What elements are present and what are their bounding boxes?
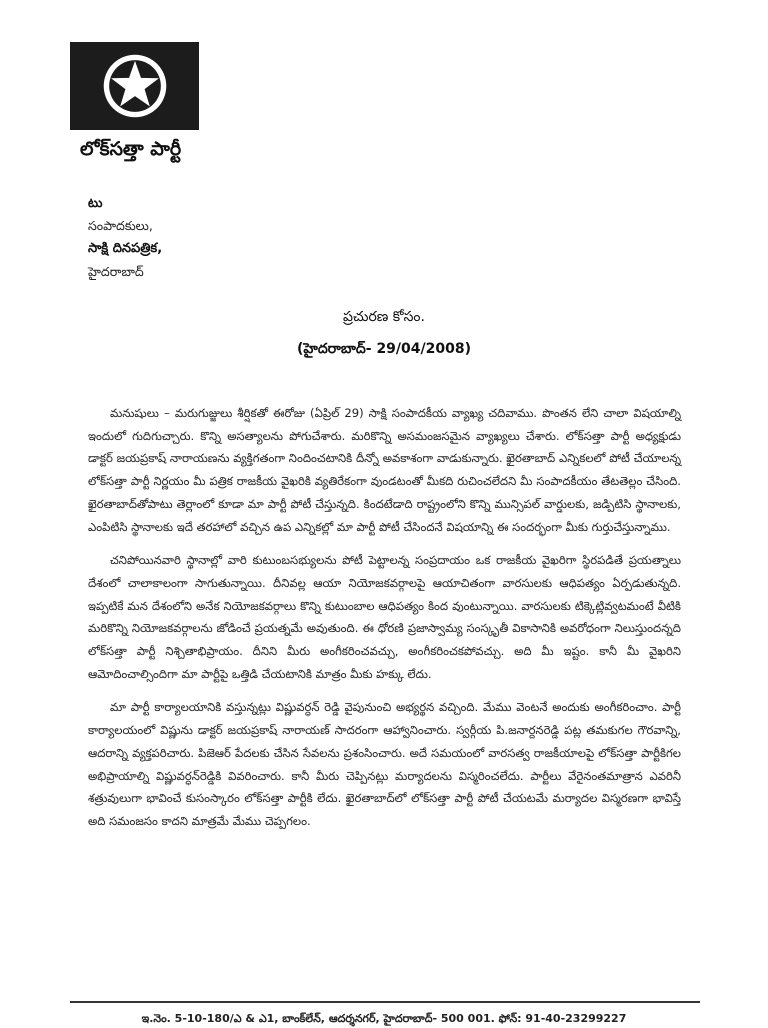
party-logo <box>70 42 199 130</box>
paragraph: మా పార్టీ కార్యాలయానికి వస్తున్నట్లు విష్ణువర్ధన్ రెడ్డి వైపునుంచి అభ్యర్థన వచ్చింది. మేము వెంటనే అందుకు అంగీకరించాం. పార్టీ కార్యాలయంలో విష్ణును డాక్టర్ జయప్రకాష్ నారాయణ్ సాదరంగా ఆహ్వానించారు. స్వర్గీయ పి.జనార్దనరెడ్డి పట్ల తమకుగల గౌరవాన్ని, ఆదరాన్ని వ్యక్తపరిచారు. పిజెఆర్ పేదలకు చేసిన సేవలను ప్రశంసించారు. అదే సమయంలో వారసత్వ రాజకీయాలపై లోక్‌సత్తా పార్టీకిగల అభిప్రాయాల్ని విష్ణువర్ధన్‌రెడ్డికి వివరించారు. కానీ మీరు చెప్పినట్లు మర్యాదలను విస్మరించలేదు. పార్టీలు వేరైనంతమాత్రాన ఎవరినీ శత్రువులుగా భావించే కుసంస్కారం లోక్‌సత్తా పార్టీకి లేదు. ఖైరతాబాద్‌లో లోక్‌సత్తా పార్టీ పోటీ చేయటమే మర్యాదల విస్మరణగా భావిస్తే అది సమంజసం కాదని మాత్రమే మేము చెప్పగలం. <box>88 700 681 828</box>
paragraph: మనుషులు – మరుగుజ్జులు శీర్షికతో ఈరోజు (ఏప్రిల్ 29) సాక్షి సంపాదకీయ వ్యాఖ్య చదివాము. పొంతన లేని చాలా విషయాల్ని ఇందులో గుదిగుచ్చారు. కొన్ని అసత్యాలను పోగుచేశారు. మరికొన్ని అసమంజసమైన వ్యాఖ్యలు చేశారు. లోక్‌సత్తా పార్టీ అధ్యక్షుడు డాక్టర్ జయప్రకాష్ నారాయణను వ్యక్తిగతంగా నిందించటానికి దీన్నో అవకాశంగా వాడుకున్నారు. ఖైరతాబాద్ ఎన్నికలలో పోటీ చేయాలన్న లోక్‌సత్తా పార్టీ నిర్ణయం మీ పత్రిక రాజకీయ వైఖరికి వ్యతిరేకంగా వుండటంతో మీకది రుచించలేదని మీ సంపాదకీయం తేటతెల్లం చేసింది. ఖైరతాబాద్‌తోపాటు తెర్లాంలో కూడా మా పార్టీ పోటీ చేస్తున్నది. కిందటేడాది రాష్ట్రంలోని కొన్ని మున్సిపల్ వార్డులకు, జడ్పిటిసి స్థానాలకు, ఎంపిటిసి స్థానాలకు ఇదే తరహాలో వచ్చిన ఉప ఎన్నికల్లో మా పార్టీ పోటీ చేసిందనే విషయాన్ని ఈ సందర్భంగా మీకు గుర్తుచేస్తున్నాము. <box>88 406 681 534</box>
paragraph: చనిపోయినవారి స్థానాల్లో వారి కుటుంబసభ్యులను పోటీ పెట్టాలన్న సంప్రదాయం ఒక రాజకీయ వైఖరిగా స్థిరపడితే ప్రయత్నాలు దేశంలో చాలాకాలంగా సాగుతున్నాయి. దీనివల్ల ఆయా నియోజకవర్గాలపై ఆయాచితంగా వారసులకు ఆధిపత్యం ఏర్పడుతున్నది. ఇప్పటికే మన దేశంలోని అనేక నియోజకవర్గాలు కొన్ని కుటుంబాల ఆధిపత్యం కింద వుంటున్నాయి. వారసులకు టిక్కెట్లివ్వటమంటే వీటికి మరికొన్ని నియోజకవర్గాలను జోడించే ప్రయత్నమే అవుతుంది. ఈ ధోరణి ప్రజాస్వామ్య సంస్కృతీ వికాసానికి అవరోధంగా నిలుస్తుందన్నది లోక్‌సత్తా పార్టీ నిశ్చితాభిప్రాయం. దీనిని మీరు అంగీకరించవచ్చు, అంగీకరించకపోవచ్చు. అది మీ ఇష్టం. కానీ మీ వైఖరిని ఆమోదించాల్సిందిగా మా పార్టీపై ఒత్తిడి చేయటానికి మాత్రం మీకు హక్కు లేదు. <box>88 553 681 681</box>
footer-address: ఇ.నెం. 5-10-180/ఎ & ఎ1, బాంక్‌లేన్, ఆదర్శనగర్, హైదరాబాద్- 500 001. ఫోన్: 91-40-23299227 <box>141 1012 627 1025</box>
footer-divider <box>70 1001 700 1003</box>
subject-date: (హైదరాబాద్- 29/04/2008) <box>297 341 471 357</box>
recipient-to: టు <box>88 196 103 211</box>
party-name: లోక్‌సత్తా పార్టీ <box>80 138 182 160</box>
recipient-city: హైదరాబాద్ <box>88 264 144 279</box>
letter-body <box>88 402 681 844</box>
recipient-designation: సంపాదకులు, <box>88 218 153 233</box>
star-icon <box>101 52 169 120</box>
recipient-newspaper: సాక్షి దినపత్రిక, <box>88 241 163 256</box>
subject-title: ప్రచురణ కోసం. <box>343 309 425 325</box>
